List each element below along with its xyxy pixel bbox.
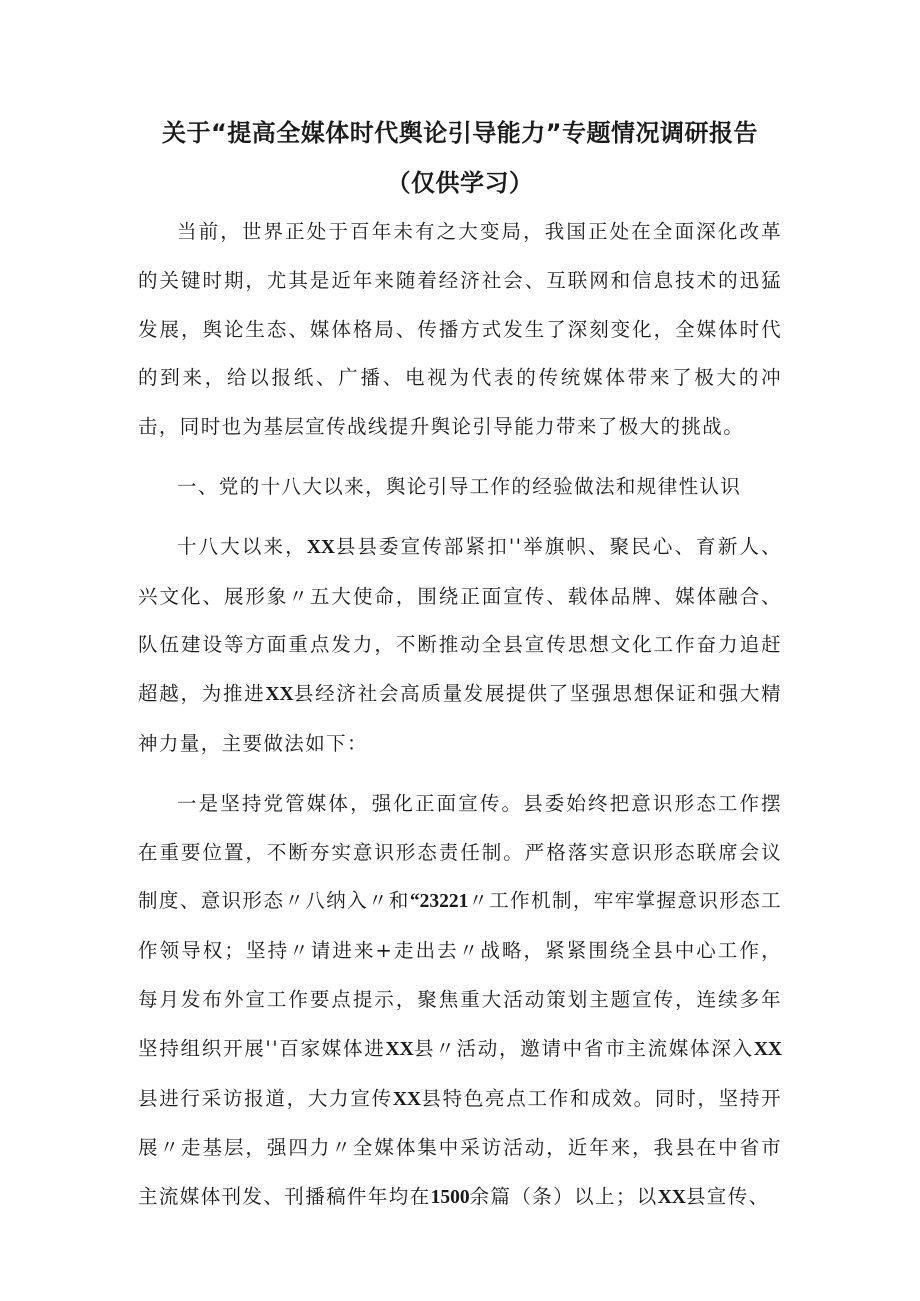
county-name-placeholder: XX (753, 1038, 783, 1060)
text-run: 余篇（条）以上；以 (469, 1185, 658, 1209)
document-title: 关于“提高全媒体时代舆论引导能力”专题情况调研报告（仅供学习） (161, 119, 759, 197)
mechanism-number: “23221 (409, 891, 469, 913)
text-run: 县宣传、 (685, 1185, 770, 1209)
article-count: 1500 (430, 1187, 470, 1209)
text-run: 十八大以来， (177, 534, 307, 558)
section-heading: 一、党的十八大以来，舆论引导工作的经验做法和规律性认识 (177, 474, 742, 498)
paragraph-gap (138, 452, 782, 463)
county-name-placeholder: XX (385, 1038, 414, 1060)
document-body (138, 208, 782, 1223)
county-name-placeholder: XX (265, 684, 294, 706)
paragraph-first-measure (138, 780, 782, 1223)
paragraph-practice-intro (138, 523, 782, 769)
paragraph-gap (138, 769, 782, 780)
text-run: 县特色亮点工作和成效。同时，坚持开展〃走基层，强四力〃全媒体集中采访活动，近年来，我县在中省市主流媒体刊发、刊播稿件年均在 (138, 1086, 782, 1209)
county-name-placeholder: XX (306, 536, 335, 558)
text-run: 〃工作机制，牢牢掌握意识形态工作领导权；坚持〃请进来+走出去〃战略，紧紧围绕全县中心工作，每月发布外宣工作要点提示，聚焦重大活动策划主题宣传，连续多年坚持组织开展''百家媒体进 (138, 889, 782, 1060)
paragraph-gap (138, 512, 782, 523)
paragraph-intro: 当前，世界正处于百年未有之大变局，我国正处在全面深化改革的关键时期，尤其是近年来随着经济社会、互联网和信息技术的迅猛发展，舆论生态、媒体格局、传播方式发生了深刻变化，全媒体时代的到来，给以报纸、广播、电视为代表的传统媒体带来了极大的冲击，同时也为基层宣传战线提升舆论引导能力带来了极大的挑战。 (138, 220, 782, 439)
text-run: 一是坚持党管媒体，强化正面宣传。县委始终把意识形态工作摆在重要位置，不断夯实意识形态责任制。严格落实意识形态联席会议制度、意识形态〃八纳入〃和 (138, 791, 782, 913)
text-run: 县进行采访报道，大力宣传 (138, 1086, 393, 1110)
county-name-placeholder: XX (392, 1088, 421, 1110)
text-run: 县〃活动，邀请中省市主流媒体深入 (413, 1036, 754, 1060)
text-run: 县县委宣传部紧扣''举旗帜、聚民心、育新人、兴文化、展形象〃五大使命，围绕正面宣传、载体品牌、媒体融合、队伍建设等方面重点发力，不断推动全县宣传思想文化工作奋力追赶超越，为推进 (138, 534, 782, 706)
county-name-placeholder: XX (657, 1187, 686, 1209)
text-run: 县经济社会高质量发展提供了坚强思想保证和强大精神力量，主要做法如下： (138, 682, 783, 755)
